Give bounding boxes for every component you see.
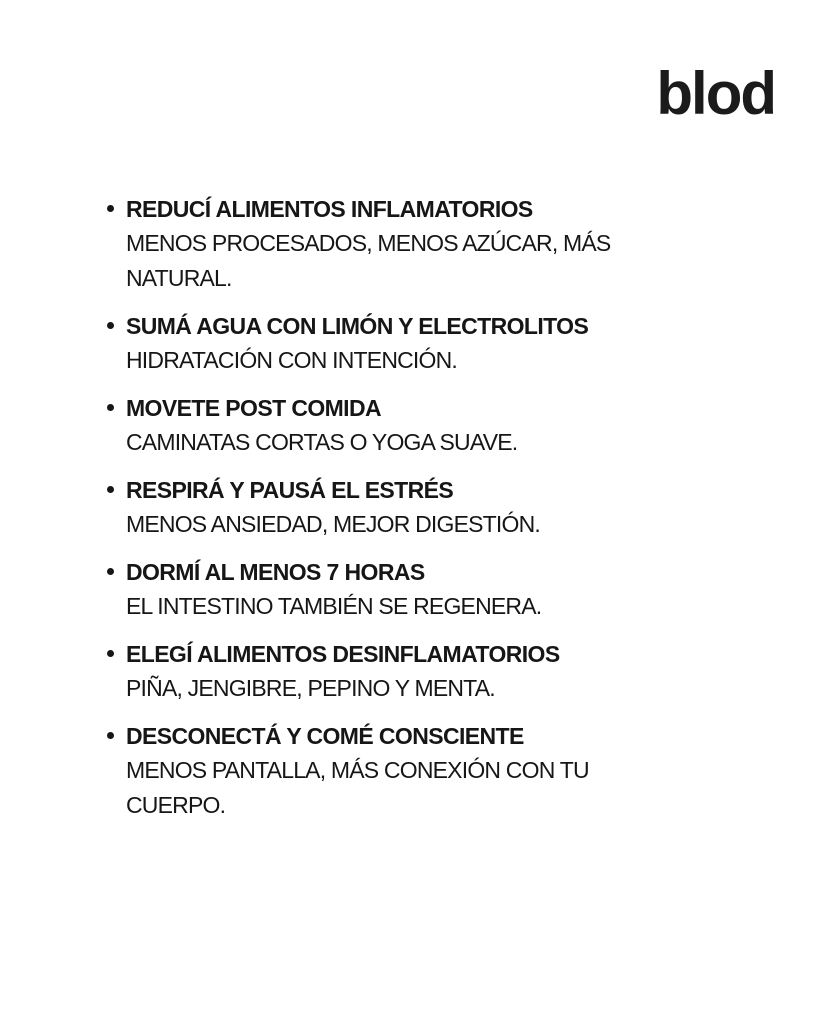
tip-title: MOVETE POST COMIDA — [126, 395, 381, 421]
list-item — [104, 719, 744, 823]
list-item — [104, 637, 744, 706]
list-item — [104, 555, 744, 624]
bullet-dot-icon — [107, 732, 114, 739]
bullet-dot-icon — [107, 322, 114, 329]
tip-description: MENOS PANTALLA, MÁS CONEXIÓN CON TU CUERPO. — [126, 757, 589, 818]
tip-description: HIDRATACIÓN CON INTENCIÓN. — [126, 347, 458, 373]
tip-description: EL INTESTINO TAMBIÉN SE REGENERA. — [126, 593, 542, 619]
list-item — [104, 309, 744, 378]
tips-list — [104, 192, 744, 836]
tip-description: PIÑA, JENGIBRE, PEPINO Y MENTA. — [126, 675, 495, 701]
tip-title: RESPIRÁ Y PAUSÁ EL ESTRÉS — [126, 477, 454, 503]
bullet-dot-icon — [107, 486, 114, 493]
bullet-dot-icon — [107, 568, 114, 575]
tip-title: ELEGÍ ALIMENTOS DESINFLAMATORIOS — [126, 641, 560, 667]
tip-title: REDUCÍ ALIMENTOS INFLAMATORIOS — [126, 196, 533, 222]
brand-logo: blod — [656, 60, 775, 127]
tip-description: MENOS ANSIEDAD, MEJOR DIGESTIÓN. — [126, 511, 541, 537]
bullet-dot-icon — [107, 404, 114, 411]
list-item — [104, 391, 744, 460]
tip-title: DESCONECTÁ Y COMÉ CONSCIENTE — [126, 723, 524, 749]
bullet-dot-icon — [107, 650, 114, 657]
tip-title: SUMÁ AGUA CON LIMÓN Y ELECTROLITOS — [126, 313, 589, 339]
list-item — [104, 473, 744, 542]
tip-description: CAMINATAS CORTAS O YOGA SUAVE. — [126, 429, 518, 455]
tip-title: DORMÍ AL MENOS 7 HORAS — [126, 559, 425, 585]
bullet-dot-icon — [107, 205, 114, 212]
tip-description: MENOS PROCESADOS, MENOS AZÚCAR, MÁS NATURAL. — [126, 230, 611, 291]
list-item — [104, 192, 744, 296]
